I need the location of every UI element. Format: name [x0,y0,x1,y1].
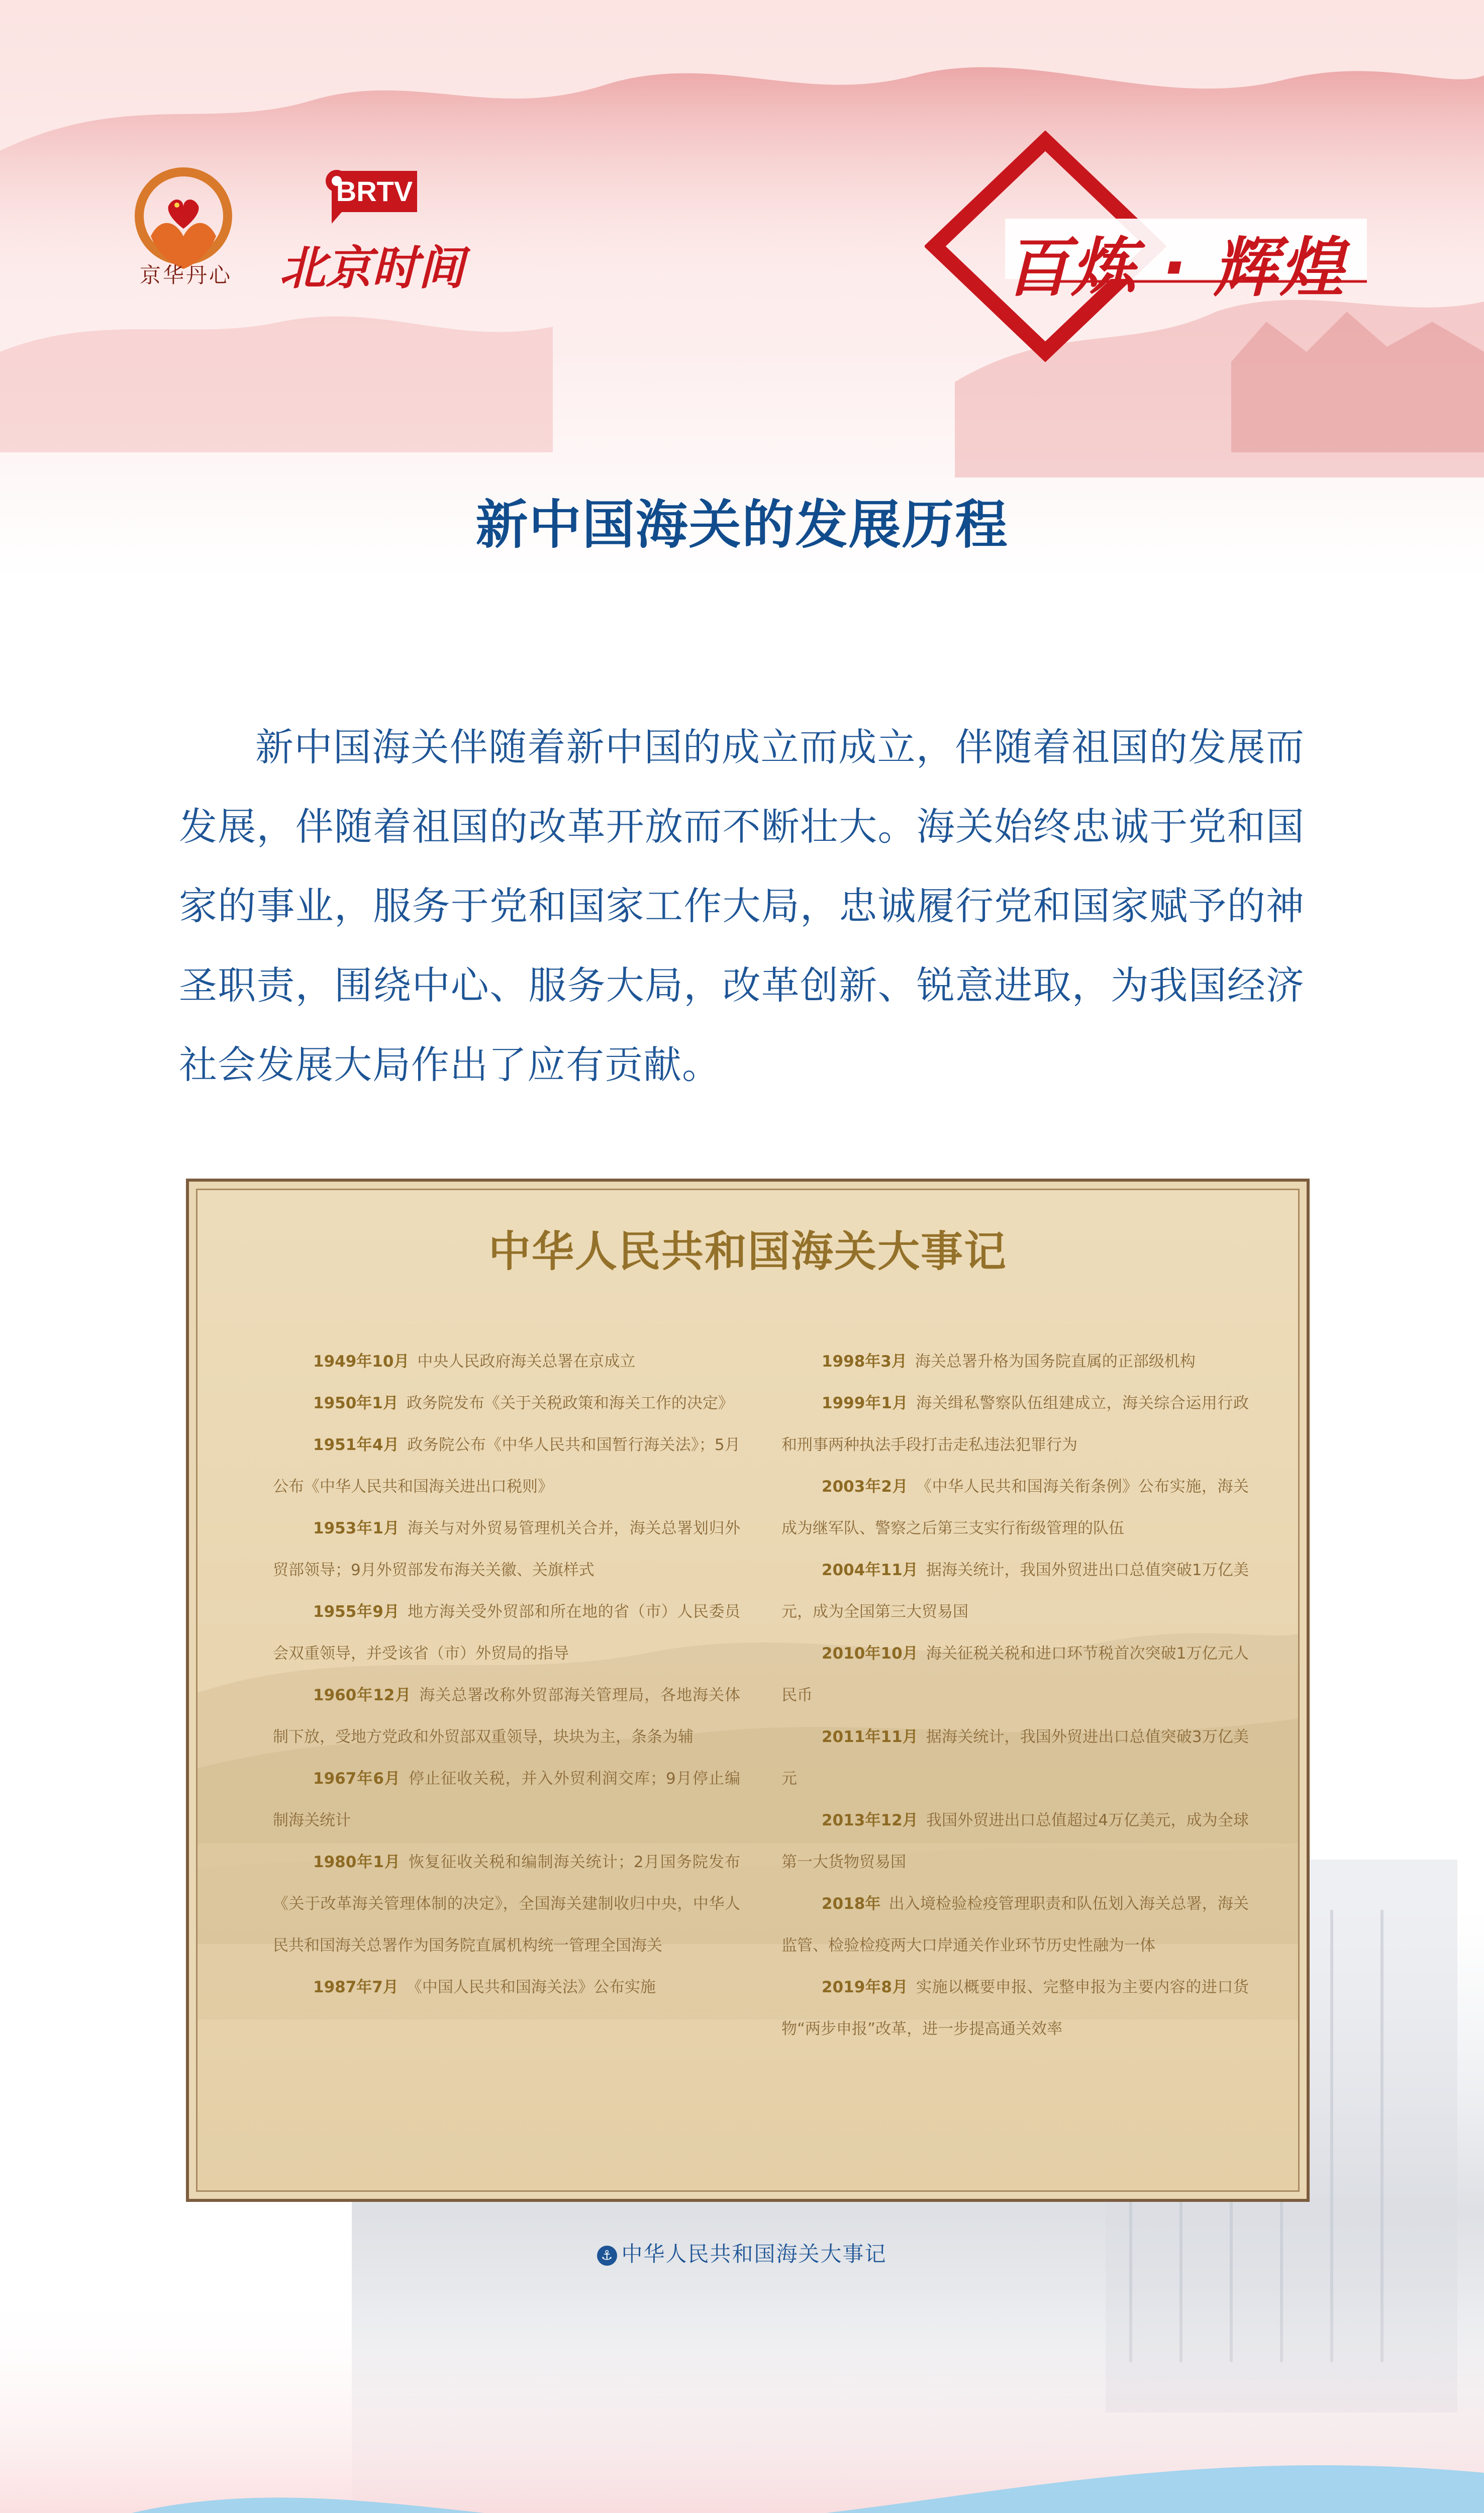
event-text: 《中国人民共和国海关法》公布实施 [406,1978,656,1996]
chronicle-panel [186,1179,1310,2202]
event-year: 1960年12月 [313,1686,412,1704]
chronicle-event [273,1591,740,1675]
event-text: 实施以概要申报、完整申报为主要内容的进口货物“两步申报”改革，进一步提高通关效率 [781,1978,1249,2038]
event-year: 1999年1月 [822,1394,909,1412]
event-text: 恢复征收关税和编制海关统计；2月国务院发布《关于改革海关管理体制的决定》，全国海关建制收归中央，中华人民共和国海关总署作为国务院直属机构统一管理全国海关 [273,1853,740,1955]
panel-caption [0,2238,1484,2268]
chronicle-event [781,1716,1249,1800]
event-year: 2011年11月 [822,1728,918,1746]
jinghua-logo-label: 京华丹心 [139,263,232,287]
chronicle-event [273,1424,740,1508]
event-year: 1955年9月 [313,1603,400,1621]
event-year: 2004年11月 [822,1561,918,1579]
event-text: 政务院公布《中华人民共和国暂行海关法》；5月公布《中华人民共和国海关进出口税则》 [273,1436,740,1496]
customs-emblem-icon: ⚓ [597,2246,617,2266]
chronicle-event [273,1508,740,1591]
event-text: 地方海关受外贸部和所在地的省（市）人民委员会双重领导，并受该省（市）外贸局的指导 [273,1603,740,1663]
chronicle-event [273,1967,740,2008]
event-year: 2013年12月 [822,1811,918,1829]
event-text: 停止征收关税，并入外贸利润交库；9月停止编制海关统计 [273,1770,740,1829]
event-year: 1998年3月 [822,1352,907,1371]
event-text: 海关总署改称外贸部海关管理局，各地海关体制下放，受地方党政和外贸部双重领导，块块为主，条条为辅 [273,1686,741,1746]
event-year: 2010年10月 [822,1645,918,1663]
caption-text: 中华人民共和国海关大事记 [621,2242,887,2266]
chronicle-event [273,1341,740,1383]
chronicle-event [781,1341,1249,1383]
chronicle-event [781,1466,1249,1550]
event-text: 政务院发布《关于关税政策和海关工作的决定》 [406,1394,734,1412]
event-year: 1967年6月 [313,1770,401,1788]
chronicle-event [273,1675,740,1758]
chronicle-event [781,1883,1249,1967]
event-text: 《中华人民共和国海关衔条例》公布实施，海关成为继军队、警察之后第三支实行衔级管理的队伍 [781,1478,1249,1537]
chronicle-event [273,1842,740,1967]
chronicle-event [781,1550,1249,1633]
page-title: 新中国海关的发展历程 [475,494,1009,555]
chronicle-left-column [273,1341,740,2008]
beijing-time-label: 北京时间 [279,241,464,295]
event-text: 我国外贸进出口总值超过4万亿美元，成为全球第一大货物贸易国 [781,1811,1249,1871]
chronicle-panel-inner [196,1189,1300,2192]
event-year: 1987年7月 [313,1978,399,1996]
event-text: 海关征税关税和进口环节税首次突破1万亿元人民币 [781,1645,1249,1704]
event-year: 1980年1月 [313,1853,401,1871]
event-text: 海关与对外贸易管理机关合并，海关总署划归外贸部领导；9月外贸部发布海关关徽、关旗样式 [273,1519,740,1579]
chronicle-title: 中华人民共和国海关大事记 [488,1227,1007,1276]
event-text: 据海关统计，我国外贸进出口总值突破3万亿美元 [781,1728,1249,1788]
event-year: 1949年10月 [313,1352,410,1371]
event-year: 2019年8月 [822,1978,909,1996]
event-text: 出入境检验检疫管理职责和队伍划入海关总署，海关监管、检验检疫两大口岸通关作业环节历史性融为一体 [781,1895,1249,1955]
chronicle-event [781,1967,1249,2050]
event-text: 海关缉私警察队伍组建成立，海关综合运用行政和刑事两种执法手段打击走私违法犯罪行为 [781,1394,1249,1454]
chronicle-event [781,1633,1249,1716]
event-year: 1951年4月 [313,1436,400,1454]
event-text: 据海关统计，我国外贸进出口总值突破1万亿美元，成为全国第三大贸易国 [781,1561,1249,1621]
event-text: 中央人民政府海关总署在京成立 [417,1352,636,1371]
event-year: 1950年1月 [313,1394,399,1412]
chronicle-event [273,1383,740,1424]
chronicle-event [781,1383,1249,1466]
chronicle-event [781,1800,1249,1883]
event-year: 1953年1月 [313,1519,400,1537]
event-year: 2003年2月 [822,1478,909,1496]
bailian-huihuang-title: 百炼 · 辉煌 [1005,231,1346,306]
intro-paragraph: 新中国海关伴随着新中国的成立而成立，伴随着祖国的发展而发展，伴随着祖国的改革开放而不断壮大。海关始终忠诚于党和国家的事业，服务于党和国家工作大局，忠诚履行党和国家赋予的神圣职责，围绕中心、服务大局，改革创新、锐意进取，为我国经济社会发展大局作出了应有贡献。 [179,725,1305,1087]
chronicle-right-column [781,1341,1249,2050]
brtv-label: BRTV [336,175,413,207]
chronicle-event [273,1758,740,1842]
event-year: 2018年 [822,1895,881,1913]
event-text: 海关总署升格为国务院直属的正部级机构 [915,1352,1196,1371]
